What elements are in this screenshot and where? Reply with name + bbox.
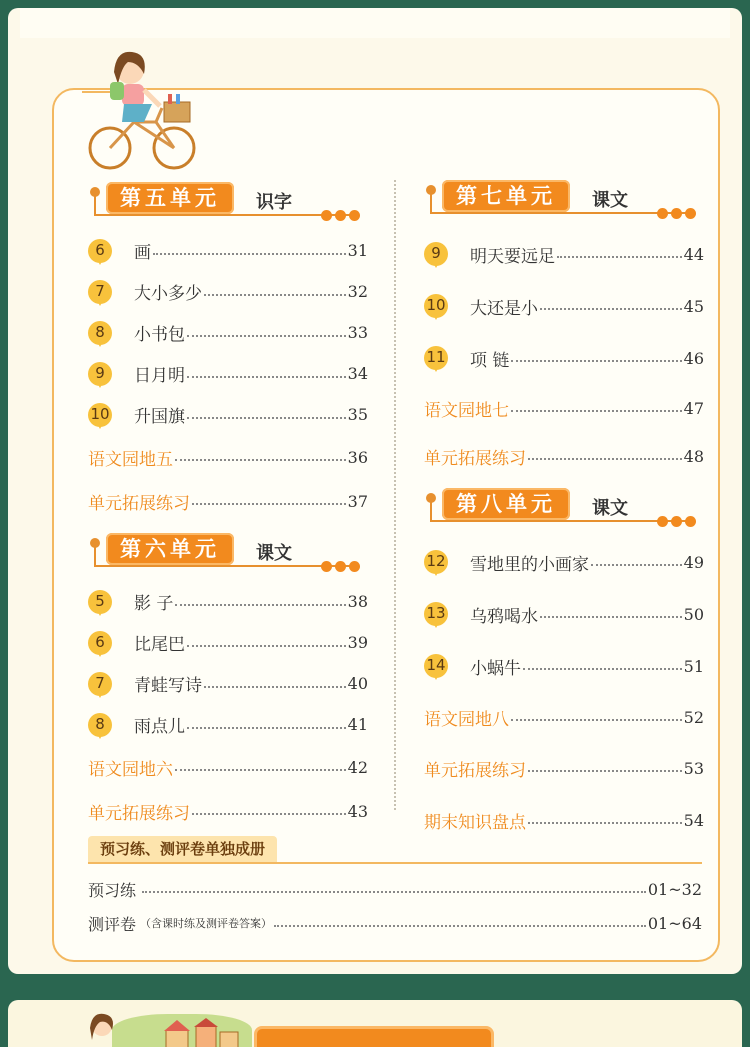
lesson-title: 雨点儿 [134,717,185,737]
unit-header [88,182,368,226]
header-stem [94,192,96,216]
dot-leader [528,458,682,460]
lesson-number-pin: 7 [88,280,112,304]
lesson-number-pin: 10 [424,294,448,318]
header-stem [430,190,432,214]
supplement-entry[interactable] [88,876,702,902]
lesson-number-pin: 10 [88,403,112,427]
page-number: 48 [683,446,704,466]
lesson-title: 大小多少 [134,284,202,304]
toc-column-left [88,182,368,833]
page-number: 32 [347,282,368,301]
column-divider [394,180,396,810]
dot-leader [175,459,346,461]
page-number: 38 [347,592,368,611]
supplement-entry[interactable] [88,910,702,936]
page-top-strip [20,8,730,38]
dot-leader [192,813,346,815]
toc-column-right [424,180,704,846]
toc-entry[interactable] [424,588,704,640]
extra-title: 期末知识盘点 [424,812,526,833]
lesson-title: 项 链 [470,350,510,371]
toc-entry-extra[interactable] [424,432,704,480]
unit-badge: 第五单元 [106,182,234,214]
dot-leader [511,410,682,412]
unit-badge: 第八单元 [442,488,570,520]
page-number: 53 [683,758,704,778]
page-number: 49 [683,552,704,572]
toc-entry[interactable] [424,228,704,280]
page-number: 52 [683,707,704,727]
extra-title: 语文园地七 [424,400,509,421]
toc-entry[interactable] [424,640,704,692]
page-number: 33 [347,323,368,342]
header-dots [321,561,360,572]
extra-title: 单元拓展练习 [424,448,526,469]
extra-title: 语文园地五 [88,449,173,470]
header-underline [430,212,690,214]
extra-title: 单元拓展练习 [88,493,190,514]
toc-entry-extra[interactable] [424,384,704,432]
unit-type-label: 课文 [256,543,292,564]
dot-leader [274,925,646,927]
lesson-number-pin: 12 [424,550,448,574]
header-underline [94,565,354,567]
next-page-title-banner [254,1026,494,1047]
unit-badge: 第七单元 [442,180,570,212]
toc-entry[interactable] [88,394,368,435]
toc-entry[interactable] [88,353,368,394]
page-number: 41 [347,715,368,734]
page-number: 40 [347,674,368,693]
header-underline [94,214,354,216]
page-number: 36 [347,447,368,467]
lesson-number-pin: 8 [88,713,112,737]
lesson-title: 乌鸦喝水 [470,606,538,627]
header-stem [94,543,96,567]
toc-entry[interactable] [424,536,704,588]
page-number: 39 [347,633,368,652]
toc-entry-extra[interactable] [88,479,368,523]
page-number: 45 [683,296,704,316]
supplement-title: 预习练 [88,880,137,900]
dot-leader [557,256,682,258]
lesson-title: 小蜗牛 [470,658,521,679]
next-page-houses-illustration [162,1018,242,1047]
dot-leader [187,417,346,419]
lesson-title: 小书包 [134,325,185,345]
unit-header [424,488,704,532]
page-number: 51 [683,656,704,676]
page-number: 37 [347,491,368,511]
header-dots [657,516,696,527]
supplement-title: 测评卷 [88,914,137,934]
dot-leader [540,616,682,618]
page-range: 01~64 [647,913,702,933]
supplement-heading-bar [88,836,702,864]
unit-badge: 第六单元 [106,533,234,565]
lesson-number-pin: 7 [88,672,112,696]
unit-type-label: 识字 [256,192,292,213]
header-dots [657,208,696,219]
lesson-number-pin: 6 [88,239,112,263]
extra-title: 单元拓展练习 [88,803,190,824]
dot-leader [187,335,346,337]
dot-leader [187,376,346,378]
lesson-title: 画 [134,243,151,263]
lesson-title: 比尾巴 [134,635,185,655]
lesson-number-pin: 9 [424,242,448,266]
dot-leader [187,645,346,647]
toc-entry[interactable] [424,332,704,384]
lesson-number-pin: 6 [88,631,112,655]
lesson-number-pin: 9 [88,362,112,386]
lesson-title: 大还是小 [470,298,538,319]
toc-entry[interactable] [88,581,368,622]
dot-leader [175,769,346,771]
lesson-title: 日月明 [134,366,185,386]
extra-title: 语文园地六 [88,759,173,780]
supplement-note: （含课时练及测评卷答案） [140,917,273,930]
dot-leader [204,294,346,296]
unit-header [424,180,704,224]
lesson-number-pin: 14 [424,654,448,678]
toc-entry[interactable] [424,280,704,332]
dot-leader [523,668,682,670]
lesson-title: 明天要远足 [470,246,555,267]
dot-leader [540,308,682,310]
girl-on-bicycle-illustration [82,44,202,174]
dot-leader [528,822,682,824]
lesson-title: 升国旗 [134,407,185,427]
page-number: 35 [347,405,368,424]
header-dots [321,210,360,221]
dot-leader [187,727,346,729]
lesson-title: 雪地里的小画家 [470,554,589,575]
dot-leader [511,719,682,721]
page-number: 46 [683,348,704,368]
dot-leader [175,604,345,606]
page-number: 42 [347,757,368,777]
page-number: 50 [683,604,704,624]
extra-title: 语文园地八 [424,709,509,730]
dot-leader [528,770,682,772]
dot-leader [192,503,346,505]
lesson-title: 青蛙写诗 [134,676,202,696]
page-number: 31 [347,241,368,260]
toc-entry[interactable] [88,663,368,704]
lesson-number-pin: 11 [424,346,448,370]
supplement-heading: 预习练、测评卷单独成册 [88,836,277,862]
lesson-number-pin: 13 [424,602,448,626]
toc-entry-extra[interactable] [424,742,704,794]
toc-entry-extra[interactable] [88,435,368,479]
page-number: 47 [683,398,704,418]
lesson-number-pin: 5 [88,590,112,614]
lesson-title: 影 子 [134,594,174,614]
dot-leader [591,564,682,566]
dot-leader [153,253,346,255]
page-number: 54 [683,810,704,830]
toc-entry-extra[interactable] [88,789,368,833]
toc-entry-extra[interactable] [424,692,704,742]
next-page-girl-illustration [76,1010,126,1047]
dot-leader [204,686,346,688]
unit-type-label: 课文 [592,498,628,519]
header-underline [430,520,690,522]
toc-entry[interactable] [88,312,368,353]
toc-entry[interactable] [88,230,368,271]
toc-entry[interactable] [88,622,368,663]
page-number: 44 [683,244,704,264]
lesson-number-pin: 8 [88,321,112,345]
page-number: 34 [347,364,368,383]
dot-leader [142,891,646,893]
unit-header [88,533,368,577]
header-stem [430,498,432,522]
page-range: 01~32 [647,879,702,899]
unit-type-label: 课文 [592,190,628,211]
dot-leader [511,360,681,362]
extra-title: 单元拓展练习 [424,760,526,781]
toc-entry[interactable] [88,271,368,312]
toc-entry-extra[interactable] [88,745,368,789]
toc-entry[interactable] [88,704,368,745]
page-number: 43 [347,801,368,821]
